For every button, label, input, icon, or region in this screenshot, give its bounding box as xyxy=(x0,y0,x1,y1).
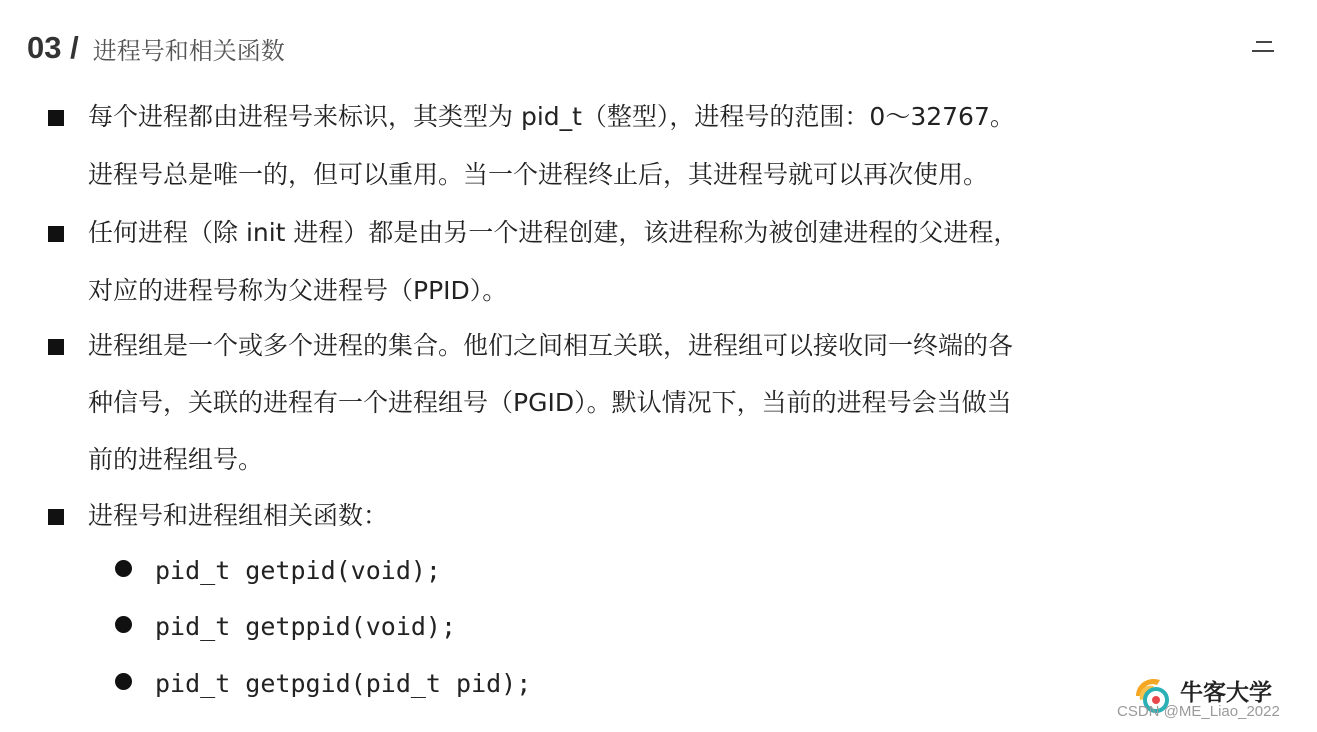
bullet-line: 进程号总是唯一的，但可以重用。当一个进程终止后，其进程号就可以再次使用。 xyxy=(88,160,989,189)
bullet-line: 前的进程组号。 xyxy=(88,445,264,474)
slide-header xyxy=(27,26,285,70)
logo-text: 牛客大学 xyxy=(1180,680,1272,706)
square-bullet-icon xyxy=(48,110,64,126)
bullet-line: 任何进程（除 init 进程）都是由另一个进程创建，该进程称为被创建进程的父进程， xyxy=(88,218,1019,247)
menu-icon[interactable] xyxy=(1252,38,1276,56)
function-signature: pid_t getpgid(pid_t pid); xyxy=(155,669,532,698)
section-title: 进程号和相关函数 xyxy=(92,36,285,65)
round-bullet-icon xyxy=(115,616,132,633)
bullet-line: 进程组是一个或多个进程的集合。他们之间相互关联，进程组可以接收同一终端的各 xyxy=(88,331,1014,360)
round-bullet-icon xyxy=(115,673,132,690)
bullet-line: 每个进程都由进程号来标识，其类型为 pid_t（整型），进程号的范围：0～32767。 xyxy=(88,102,1015,131)
square-bullet-icon xyxy=(48,226,64,242)
square-bullet-icon xyxy=(48,509,64,525)
csdn-watermark: CSDN @ME_Liao_2022 xyxy=(1117,703,1280,720)
function-signature: pid_t getppid(void); xyxy=(155,612,457,641)
section-number: 03 / xyxy=(27,30,79,65)
round-bullet-icon xyxy=(115,560,132,577)
bullet-line: 对应的进程号称为父进程号（PPID）。 xyxy=(88,276,508,305)
bullet-line: 种信号，关联的进程有一个进程组号（PGID）。默认情况下，当前的进程号会当做当 xyxy=(88,388,1012,417)
function-signature: pid_t getpid(void); xyxy=(155,556,441,585)
square-bullet-icon xyxy=(48,339,64,355)
bullet-line: 进程号和进程组相关函数： xyxy=(88,501,389,530)
